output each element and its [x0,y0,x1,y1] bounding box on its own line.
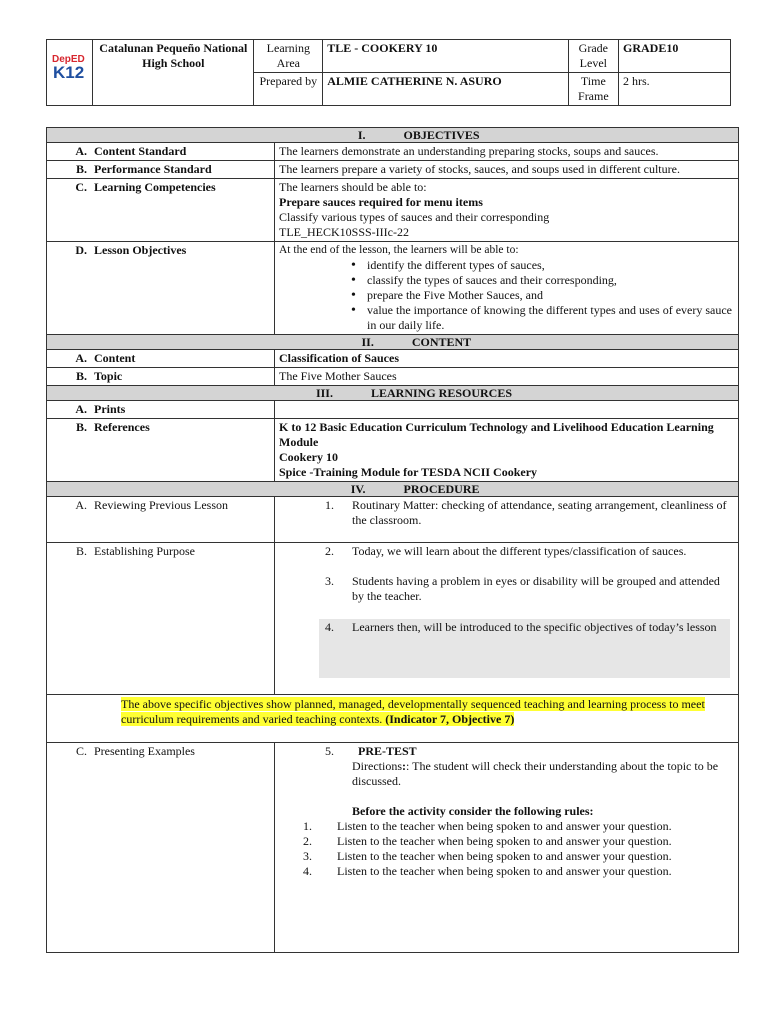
list-item: • classify the types of sauces and their corresponding, [367,273,734,288]
competencies-bold: Prepare sauces required for menu items [279,195,483,209]
grade-level-value: GRADE10 [619,40,731,73]
list-item: 3. Listen to the teacher when being spoken to and answer your question. [303,849,672,863]
list-item: 1. Listen to the teacher when being spoken to and answer your question. [303,819,672,833]
establishing-item: Today, we will learn about the different types/classification of sauces. [352,544,687,558]
learning-competencies-cell [275,179,739,242]
item-number: 4. [325,620,334,634]
section-resources [47,386,739,401]
deped-logo [47,40,93,106]
learning-competencies-label: Learning Competencies [94,180,216,194]
row-content: A. Content Classification of Sauces [47,350,739,368]
learning-area-label: Learning Area [254,40,323,73]
row-prints: A. Prints [47,401,739,419]
section-title: CONTENT [411,335,472,349]
list-item: • identify the different types of sauces, [367,258,734,273]
reference-line: Cookery 10 [279,450,338,464]
reviewing-cell [275,497,739,543]
reviewing-label: Reviewing Previous Lesson [94,498,228,512]
presenting-cell: 5. PRE-TEST Directions:: The student will check their understanding about the topic to be discussed. Before the activity consider the following rules: 1. Listen to the teacher when being spoken to and answer your question. 2. Listen to the teacher when being spoken to and answer your question. 3. Listen to the teacher when being spoken to and answer your question. 4. Listen to the teacher when being spoken to and answer your question. [275,743,739,953]
indicator-note-cell [47,695,739,743]
section-number: I. [357,128,366,142]
section-number: III. [315,386,333,400]
topic-text: The Five Mother Sauces [275,368,739,386]
content-label: Content [94,351,136,365]
performance-standard-label: Performance Standard [94,162,212,176]
section-title: OBJECTIVES [403,128,480,142]
row-lesson-objectives: D. Lesson Objectives At the end of the lesson, the learners will be able to: • identify the different types of sauces, • classify the types of sauces and their corresponding, • prepare the Five Mother Sauces, and • value the importance of knowing the different types and uses of every sauce in our daily life. [47,242,739,335]
learning-area-value: TLE - COOKERY 10 [323,40,568,73]
competencies-line3: Classify various types of sauces and their corresponding [279,210,550,224]
item-number: 2. [325,544,334,558]
section-objectives [47,128,739,143]
item-number: 5. [325,744,334,758]
time-frame-label: Time Frame [568,73,618,106]
list-item: • value the importance of knowing the different types and uses of every sauce in our daily life. [367,303,734,333]
competencies-code: TLE_HECK10SSS-IIIc-22 [279,225,409,239]
section-procedure [47,482,739,497]
directions-text: : The student will check their understanding about the topic to be discussed. [352,759,719,788]
row-references: B. References K to 12 Basic Education Curriculum Technology and Livelihood Education Learning Module Cookery 10 Spice -Training Module for TESDA NCII Cookery [47,419,739,482]
section-title: PROCEDURE [403,482,480,496]
reference-line: K to 12 Basic Education Curriculum Technology and Livelihood Education Learning Module [279,420,714,449]
performance-standard-text: The learners prepare a variety of stocks, sauces, and soups used in different culture. [275,161,739,179]
lesson-objectives-label: Lesson Objectives [94,243,187,257]
row-presenting: C. Presenting Examples 5. PRE-TEST Directions:: The student will check their understanding about the topic to be discussed. Before the activity consider the following rules: 1. Listen to the teacher when being spoken to and answer your question. 2. Listen to the teacher when being spoken to and answer your question. 3. Listen to the teacher when being spoken to and answer your question. 4. Listen to the teacher when being spoken to and answer your question. [47,743,739,953]
grade-level-label: Grade Level [568,40,618,73]
lesson-objectives-list [279,258,734,333]
establishing-label: Establishing Purpose [94,544,195,558]
reviewing-text: Routinary Matter: checking of attendance, seating arrangement, cleanliness of the classroom. [352,498,727,527]
establishing-item: Students having a problem in eyes or disability will be grouped and attended by the teacher. [352,574,720,603]
references-label: References [94,420,150,434]
lesson-objectives-intro: At the end of the lesson, the learners will be able to: [279,244,519,256]
prints-text [275,401,739,419]
logo-deped-text: DepED [52,54,85,65]
directions-label: Directions [352,759,402,773]
row-content-standard: A. Content Standard The learners demonstrate an understanding preparing stocks, soups and sauces. [47,143,739,161]
section-number: II. [361,335,374,349]
row-topic: B. Topic The Five Mother Sauces [47,368,739,386]
deped-k12-logo-icon [47,40,91,96]
time-frame-value: 2 hrs. [619,73,731,106]
reference-line: Spice -Training Module for TESDA NCII Cookery [279,465,538,479]
establishing-highlight-box [319,619,730,678]
topic-label: Topic [94,369,123,383]
content-standard-label: Content Standard [94,144,187,158]
indicator-note-text: The above specific objectives show planned, managed, developmentally sequenced teaching and learning process to meet curriculum requirements and varied teaching contexts. [121,697,705,726]
prepared-by-label: Prepared by [254,73,323,106]
establishing-item: Learners then, will be introduced to the specific objectives of today’s lesson [352,620,717,634]
list-item: • prepare the Five Mother Sauces, and [367,288,734,303]
section-number: IV. [350,482,366,496]
row-establishing: B. Establishing Purpose 2. Today, we will learn about the different types/classification of sauces. 3. Students having a problem in eyes or disability will be grouped and attended by the teacher. 4. Learners then, will be introduced to the specific objectives of today’s lesson [47,543,739,695]
row-learning-competencies: C. Learning Competencies The learners should be able to: Prepare sauces required for menu items Classify various types of sauces and their corresponding TLE_HECK10SSS-IIIc-22 [47,179,739,242]
pretest-title: PRE-TEST [358,744,417,758]
row-indicator-note [47,695,739,743]
lesson-objectives-cell [275,242,739,335]
competencies-intro: The learners should be able to: [279,180,427,194]
section-title: LEARNING RESOURCES [370,386,513,400]
presenting-label: Presenting Examples [94,744,195,758]
list-item: 2. Listen to the teacher when being spoken to and answer your question. [303,834,672,848]
prints-label: Prints [94,402,126,416]
item-number: 1. [325,498,334,512]
row-reviewing: A. Reviewing Previous Lesson 1. Routinary Matter: checking of attendance, seating arrangement, cleanliness of the classroom. [47,497,739,543]
school-name: Catalunan Pequeño National High School [93,40,254,106]
header-table [46,39,731,106]
logo-k12-text: K12 [53,63,85,82]
row-performance-standard: B. Performance Standard The learners prepare a variety of stocks, sauces, and soups used in different culture. [47,161,739,179]
establishing-cell [275,543,739,695]
item-number: 3. [325,574,334,588]
list-item: 4. Listen to the teacher when being spoken to and answer your question. [303,864,672,878]
prepared-by-value: ALMIE CATHERINE N. ASURO [323,73,568,106]
content-standard-text: The learners demonstrate an understanding preparing stocks, soups and sauces. [275,143,739,161]
content-text: Classification of Sauces [275,350,739,368]
lesson-plan-table [46,127,739,953]
rules-title: Before the activity consider the following rules: [352,804,594,818]
indicator-note-bold: (Indicator 7, Objective 7) [385,712,515,726]
section-content [47,335,739,350]
references-cell [275,419,739,482]
